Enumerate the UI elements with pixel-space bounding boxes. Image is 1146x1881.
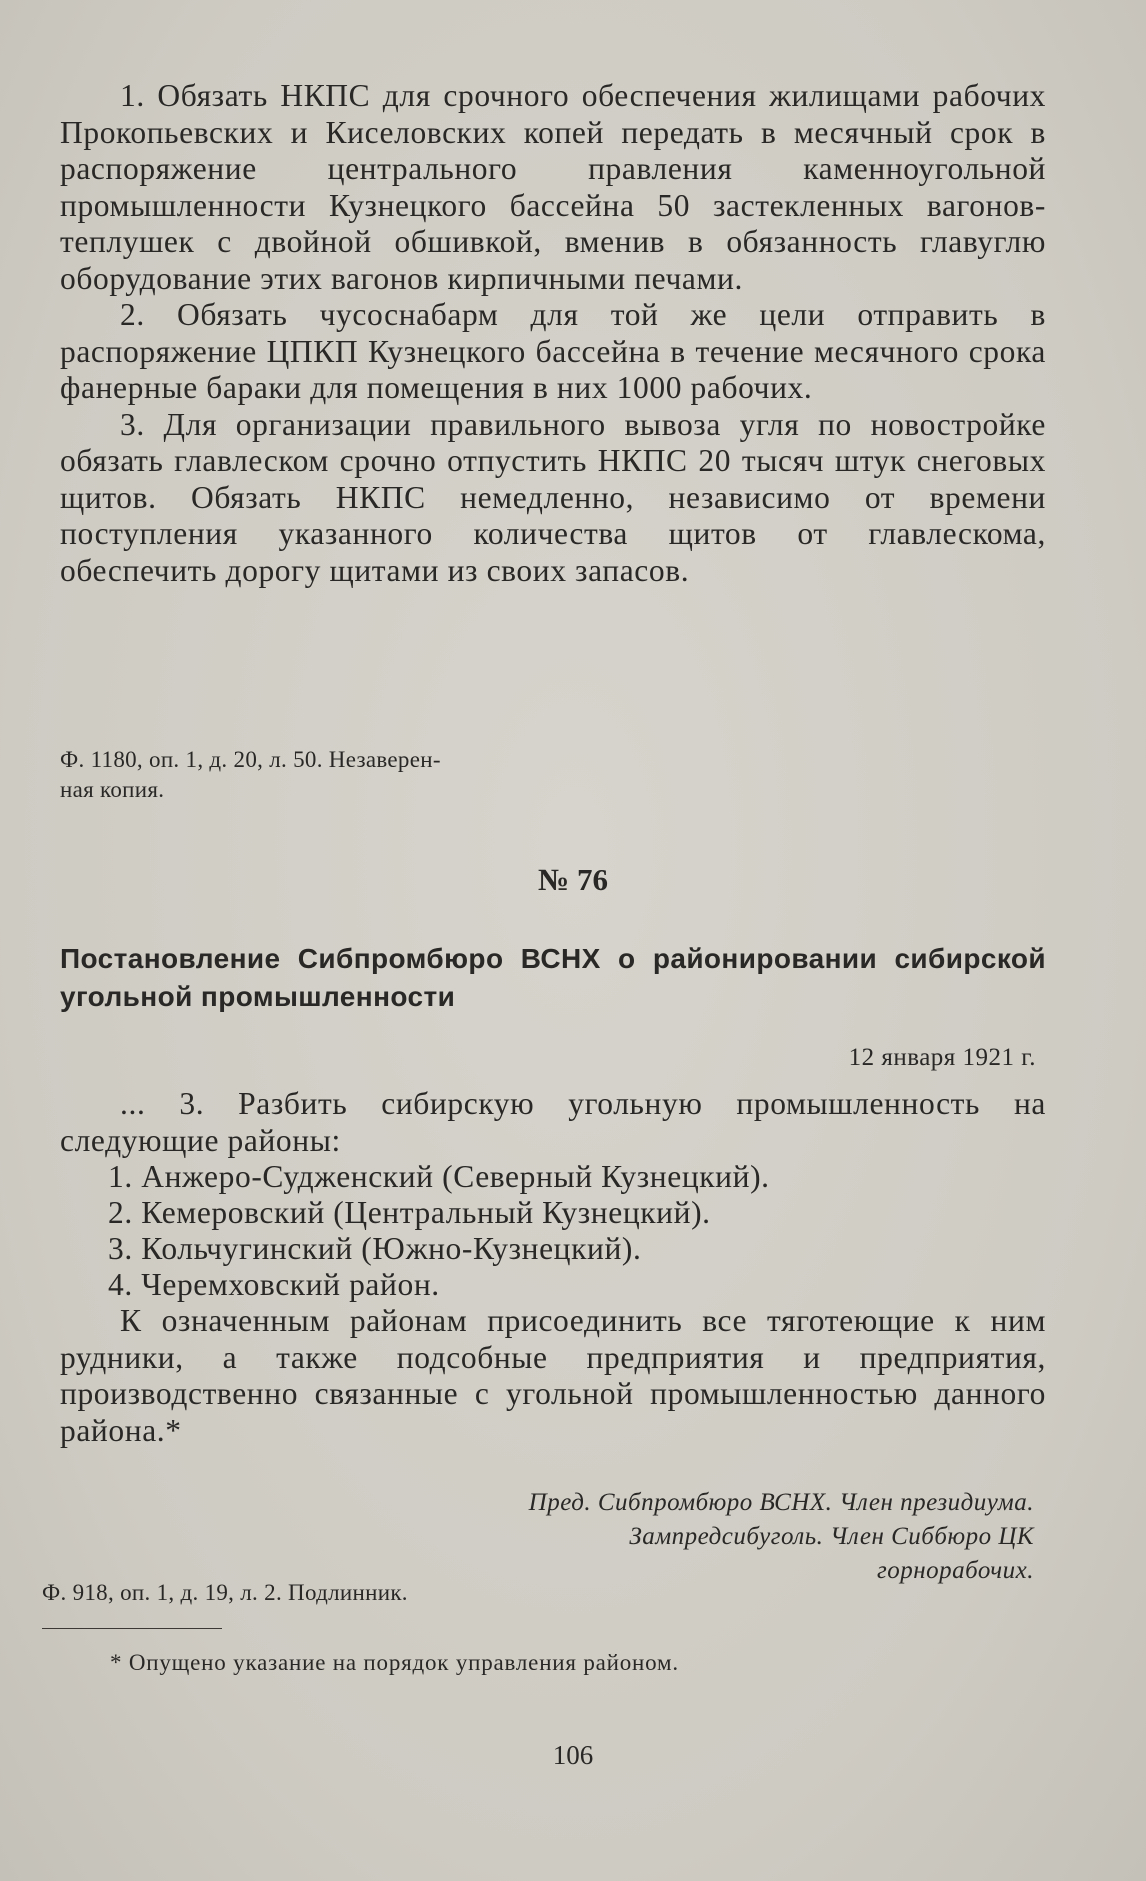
districts-list [60, 1159, 1046, 1303]
district-item: 2. Кемеровский (Центральный Кузнецкий). [108, 1195, 711, 1230]
district-item: 4. Черемховский район. [108, 1267, 440, 1302]
signature-line-1: Пред. Сибпромбюро ВСНХ. Член президиума. [528, 1489, 1034, 1516]
closing-paragraph: К означенным районам присоединить все тяготеющие к ним рудники, а также подсобные предприятия и предприятия, производственно связанные с угольной промышленностью данного района.* [60, 1303, 1046, 1448]
document-title: Постановление Сибпромбюро ВСНХ о районировании сибирской угольной промышленности [60, 943, 1046, 1012]
archive-source-1-line2: ная копия. [60, 777, 165, 802]
document-title-block [60, 940, 1046, 1016]
intro-paragraph: ... 3. Разбить сибирскую угольную промышленность на следующие районы: [60, 1086, 1046, 1158]
paragraph-2: 2. Обязать чусоснабарм для той же цели отправить в распоряжение ЦПКП Кузнецкого бассейна в течение месячного срока фанерные бараки для помещения в них 1000 рабочих. [60, 297, 1046, 405]
page-number: 106 [552, 1740, 594, 1770]
signature-line-3: горнорабочих. [876, 1557, 1034, 1584]
signature-block [529, 1486, 1034, 1588]
paragraph-1: 1. Обязать НКПС для срочного обеспечения жилищами рабочих Прокопьевских и Киселовских копей передать в месячный срок в распоряжение центрального правления каменноугольной промышленности Кузнецкого бассейна 50 застекленных вагонов-теплушек с двойной обшивкой, вменив в обязанность главуглю оборудование этих вагонов кирпичными печами. [60, 78, 1046, 296]
document-body [60, 1086, 1046, 1449]
archive-source-1 [60, 745, 441, 805]
paragraph-3: 3. Для организации правильного вывоза угля по новостройке обязать главлеском срочно отпустить НКПС 20 тысяч штук снеговых щитов. Обязать НКПС немедленно, независимо от времени поступления указанного количества щитов от главлескома, обеспечить дорогу щитами из своих запасов. [60, 406, 1046, 588]
document-number: № 76 [538, 862, 608, 897]
district-item: 1. Анжеро-Судженский (Северный Кузнецкий). [108, 1159, 770, 1194]
signature-line-2: Зампредсибуголь. Член Сиббюро ЦК [629, 1523, 1034, 1550]
archive-source-1-line1: Ф. 1180, оп. 1, д. 20, л. 50. Незаверен- [60, 747, 441, 772]
archive-source-2: Ф. 918, оп. 1, д. 19, л. 2. Подлинник. [42, 1580, 408, 1605]
footnote: * Опущено указание на порядок управления районом. [110, 1650, 679, 1675]
footnote-divider [42, 1628, 222, 1629]
document-date: 12 января 1921 г. [848, 1044, 1036, 1071]
section-1-text [60, 78, 1046, 589]
district-item: 3. Кольчугинский (Южно-Кузнецкий). [108, 1231, 642, 1266]
